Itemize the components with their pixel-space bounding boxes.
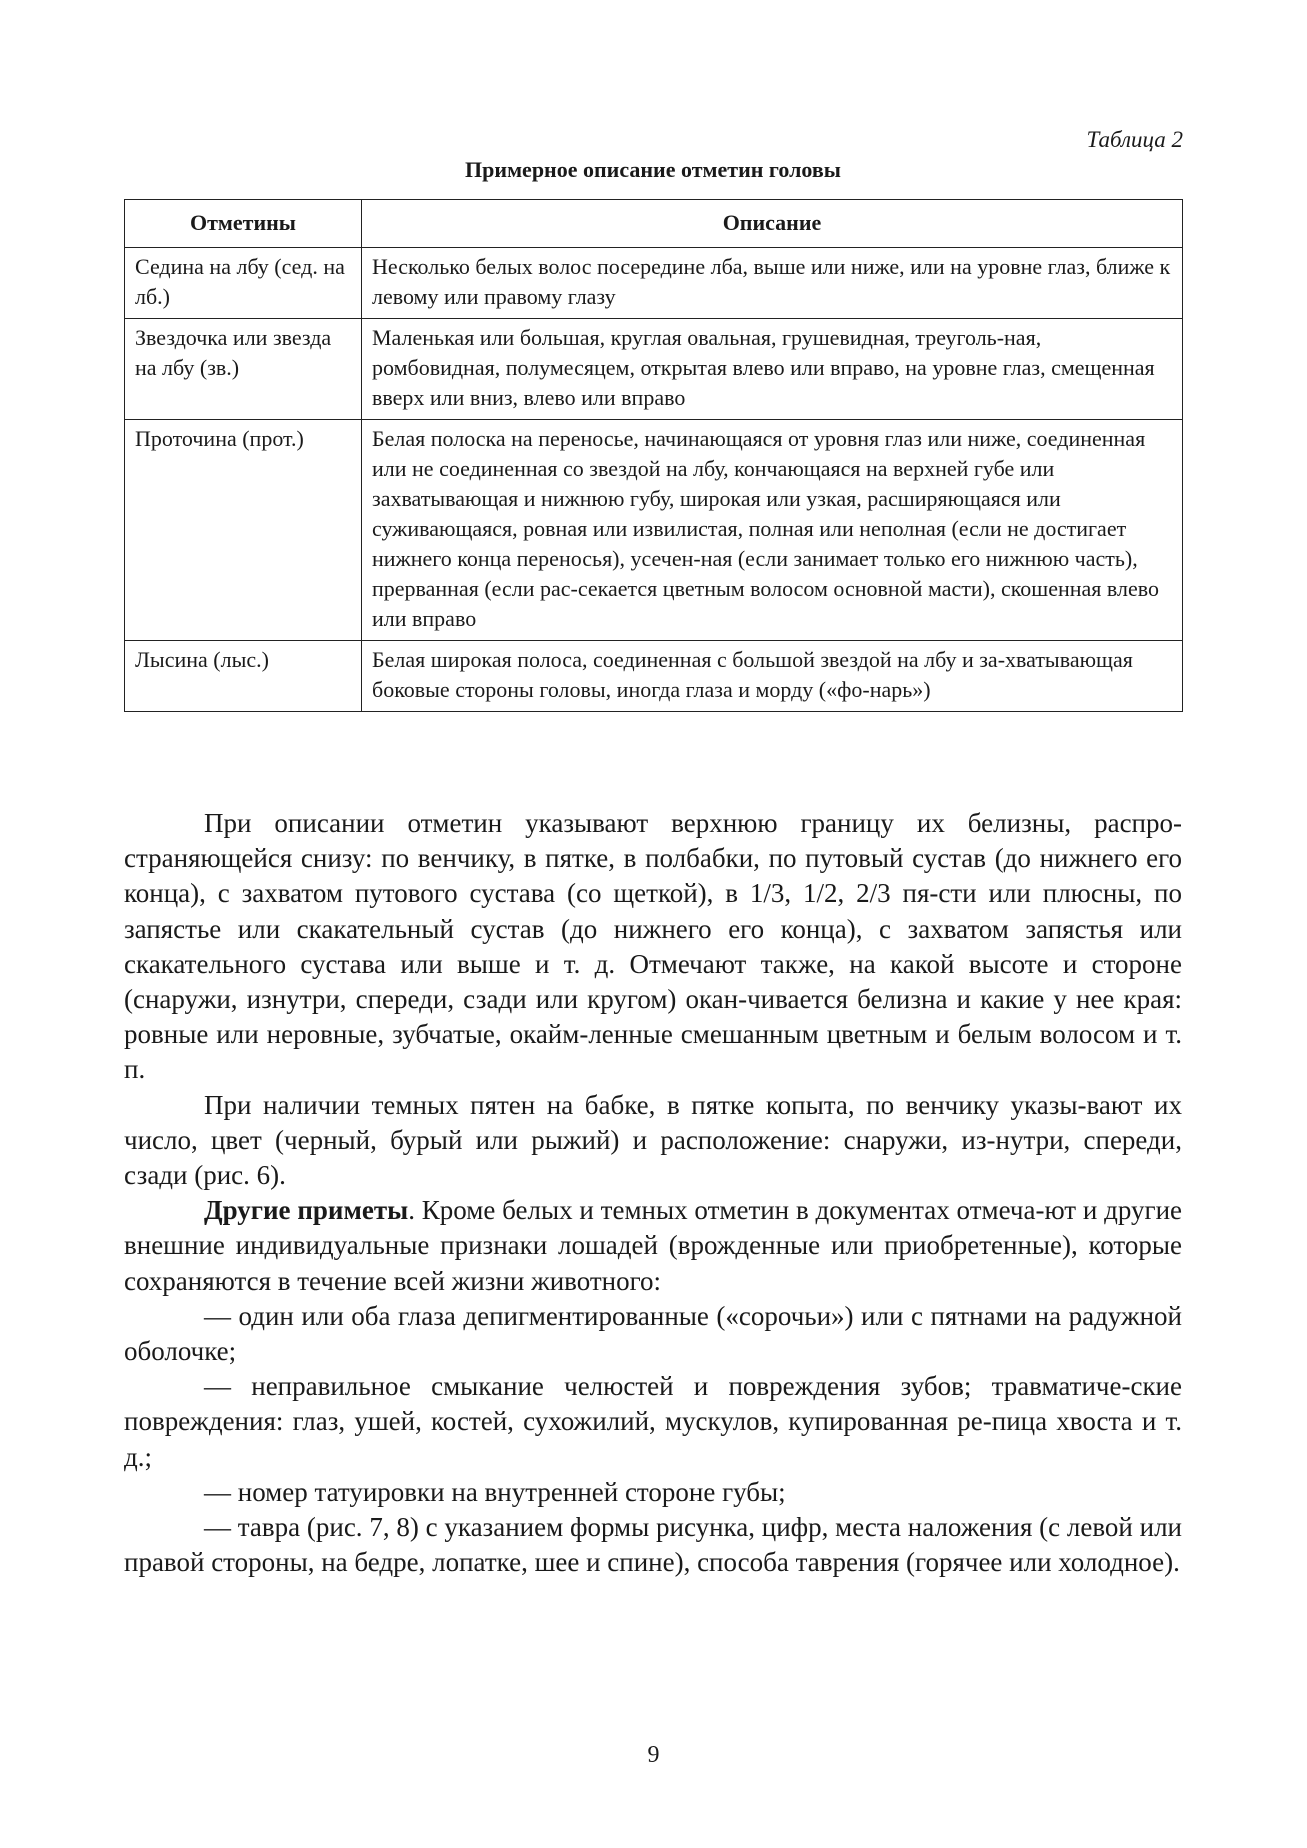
table-row — [125, 420, 1183, 641]
mark-name-cell: Проточина (прот.) — [125, 420, 362, 641]
mark-name-cell: Звездочка или звезда на лбу (зв.) — [125, 319, 362, 420]
mark-description-cell: Белая полоска на переносье, начинающаяся от уровня глаз или ниже, соединенная или не соединенная со звездой на лбу, кончающаяся на верхней губе или захватывающая и нижнюю губу, широкая или узкая, расширяющаяся или суживающаяся, ровная или извилистая, полная или неполная (если не достигает нижнего конца переносья), усечен-ная (если занимает только его нижнюю часть), прерванная (если рас-секается цветным волосом основной масти), скошенная влево или вправо — [362, 420, 1183, 641]
body-text — [124, 806, 1182, 1580]
page-number: 9 — [647, 1742, 660, 1768]
table-row — [125, 319, 1183, 420]
mark-description-cell: Несколько белых волос посередине лба, выше или ниже, или на уровне глаз, ближе к левому или правому глазу — [362, 248, 1183, 319]
list-item: — номер татуировки на внутренней стороне губы; — [204, 1476, 786, 1507]
markings-table — [124, 199, 1183, 712]
section-heading-other-signs: Другие приметы — [204, 1195, 409, 1226]
paragraph-other-signs — [124, 1193, 1182, 1299]
list-item: — один или оба глаза депигментированные («сорочьи») или с пятнами на радужной оболочке; — [124, 1300, 1182, 1367]
paragraph-other-signs-text: . Кроме белых и темных отметин в документах отмеча-ют и другие внешние индивидуальные признаки лошадей (врожденные или приобретенные), которые сохраняются в течение всей жизни животного: — [124, 1195, 1183, 1296]
table-label: Таблица 2 — [1086, 127, 1183, 152]
table-row — [125, 248, 1183, 319]
mark-description-cell: Маленькая или большая, круглая овальная, грушевидная, треуголь-ная, ромбовидная, полумесяцем, открытая влево или вправо, на уровне глаз, смещенная вверх или вниз, влево или вправо — [362, 319, 1183, 420]
list-item: — тавра (рис. 7, 8) с указанием формы рисунка, цифр, места наложения (с левой или правой стороны, на бедре, лопатке, шее и спине), способа таврения (горячее или холодное). — [124, 1512, 1182, 1578]
paragraph-white-marks: При описании отметин указывают верхнюю границу их белизны, распро-страняющейся снизу: по венчику, в пятке, в полбабки, по путовый сустав (до нижнего его конца), с захватом путового сустава (со щеткой), в 1/3, 1/2, 2/3 пя-сти или плюсны, по запястье или скакательный сустав (до нижнего его конца), с захватом запястья или скакательного сустава или выше и т. д. Отмечают также, на какой высоте и стороне (снаружи, изнутри, спереди, сзади или кругом) окан-чивается белизна и какие у нее края: ровные или неровные, зубчатые, окайм-ленные смешанным цветным и белым волосом и т. п. — [124, 808, 1182, 1085]
list-item: — неправильное смыкание челюстей и повреждения зубов; травматиче-ские повреждения: глаз, ушей, костей, сухожилий, мускулов, купированная ре-пица хвоста и т. д.; — [124, 1371, 1182, 1472]
column-header-description: Описание — [362, 200, 1183, 248]
mark-name-cell: Лысина (лыс.) — [125, 641, 362, 712]
paragraph-dark-spots: При наличии темных пятен на бабке, в пятке копыта, по венчику указы-вают их число, цвет (черный, бурый или рыжий) и расположение: снаружи, из-нутри, спереди, сзади (рис. 6). — [124, 1089, 1182, 1191]
table-row — [125, 641, 1183, 712]
mark-name-cell: Седина на лбу (сед. на лб.) — [125, 248, 362, 319]
table-header-row — [125, 200, 1183, 248]
table-title: Примерное описание отметин головы — [465, 157, 841, 182]
mark-description-cell: Белая широкая полоса, соединенная с большой звездой на лбу и за-хватывающая боковые стороны головы, иногда глаза и морду («фо-нарь») — [362, 641, 1183, 712]
column-header-marks: Отметины — [125, 200, 362, 248]
